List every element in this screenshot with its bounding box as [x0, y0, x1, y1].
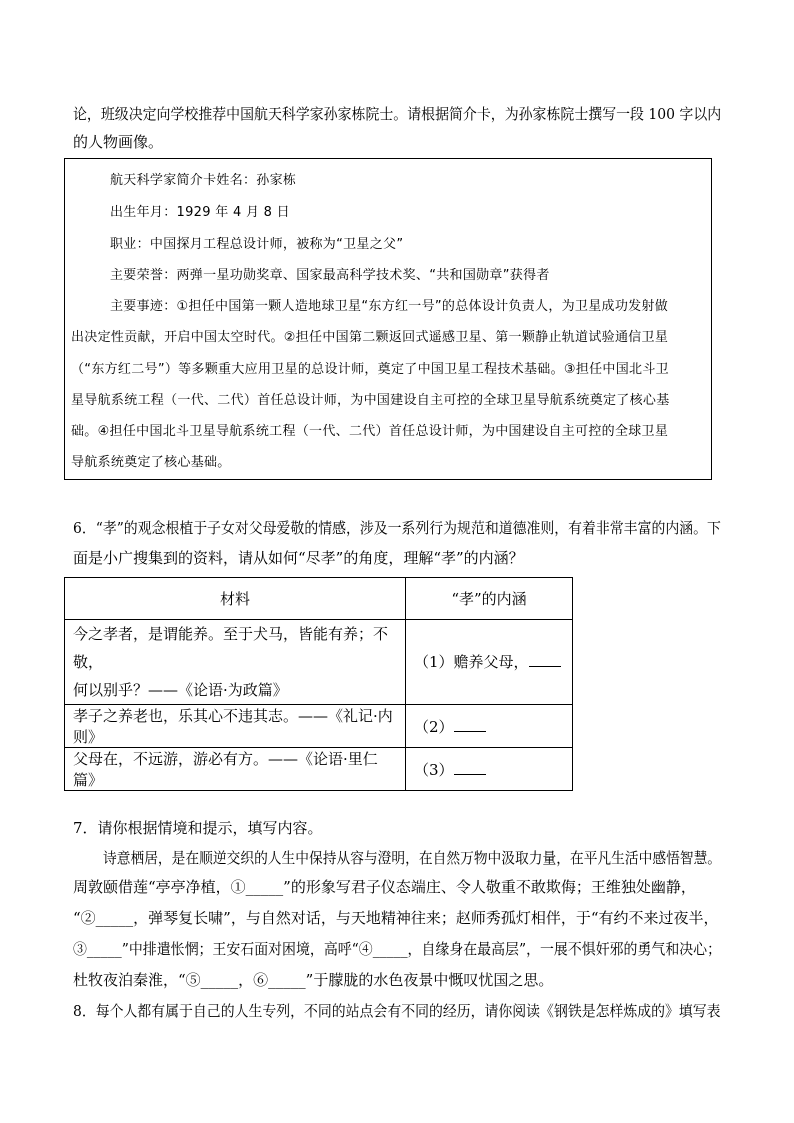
- answer-blank[interactable]: [454, 760, 486, 775]
- table-cell-meaning[interactable]: [406, 705, 573, 748]
- card-line: 导航系统奠定了核心基础。: [71, 455, 231, 470]
- table-cell-material: [65, 748, 406, 791]
- table-cell-meaning[interactable]: [406, 748, 573, 791]
- table-header-meaning: “孝”的内涵: [406, 578, 573, 620]
- meaning-text: （3）: [414, 760, 454, 779]
- table-header-row: [65, 578, 573, 620]
- material-text: 孝子之养老也，乐其心不违其志。——《礼记·内则》: [73, 707, 393, 746]
- q6-line-1: 6．“孝”的观念根植于子女对父母爱敬的情感，涉及一系列行为规范和道德准则，有着非常丰富的内涵。下: [73, 519, 721, 537]
- card-line: 出决定性贡献，开启中国太空时代。②担任中国第二颗返回式遥感卫星、第一颗静止轨道试验通信卫星: [71, 330, 669, 345]
- table-cell-material: [65, 705, 406, 748]
- q7-line-5: ③_____”中排遣怅惘；王安石面对困境，高呼“④_____，自缘身在最高层”，一展不惧奸邪的勇气和决心；: [73, 940, 722, 958]
- card-line: 础。④担任中国北斗卫星导航系统工程（一代、二代）首任总设计师，为中国建设自主可控的全球卫星: [71, 424, 669, 439]
- intro-line-1: 论，班级决定向学校推荐中国航天科学家孙家栋院士。请根据简介卡，为孙家栋院士撰写一段 100 字以内: [73, 105, 722, 123]
- q7-line-6: 杜牧夜泊秦淮，“⑤_____，⑥_____”于朦胧的水色夜景中慨叹忧国之思。: [73, 971, 554, 989]
- q8-line-1: 8．每个人都有属于自己的人生专列，不同的站点会有不同的经历，请你阅读《钢铁是怎样炼成的》填写表: [73, 1002, 721, 1020]
- material-text: 今之孝者，是谓能养。至于犬马，皆能有养；不敬，: [73, 625, 389, 671]
- table-row: [65, 620, 573, 705]
- table-row: [65, 748, 573, 791]
- filial-piety-table: [64, 577, 573, 791]
- q7-line-2: 诗意栖居，是在顺逆交织的人生中保持从容与澄明，在自然万物中汲取力量，在平凡生活中感悟智慧。: [103, 849, 722, 867]
- card-line: 出生年月：1929 年 4 月 8 日: [110, 205, 290, 220]
- card-line: 主要事迹：①担任中国第一颗人造地球卫星“东方红一号”的总体设计负责人，为卫星成功发射做: [110, 299, 669, 314]
- q7-line-3: 周敦颐借莲“亭亭净植，①_____”的形象写君子仪态端庄、令人敬重不敢欺侮；王维独处幽静，: [73, 878, 696, 896]
- meaning-text: （1）赡养父母，: [414, 653, 529, 671]
- q7-line-1: 7．请你根据情境和提示，填写内容。: [73, 819, 323, 837]
- intro-line-2: 的人物画像。: [73, 133, 164, 151]
- card-line: 职业：中国探月工程总设计师，被称为“卫星之父”: [110, 237, 404, 252]
- material-text: 父母在，不远游，游必有方。——《论语·里仁篇》: [73, 750, 378, 789]
- meaning-text: （2）: [414, 717, 454, 736]
- table-row: [65, 705, 573, 748]
- card-line: （“东方红二号”）等多颗重大应用卫星的总设计师，奠定了中国卫星工程技术基础。③担任中国北斗卫: [71, 362, 669, 377]
- q6-line-2: 面是小广搜集到的资料，请从如何“尽孝”的角度，理解“孝”的内涵？: [73, 549, 524, 567]
- card-line: 主要荣誉：两弹一星功勋奖章、国家最高科学技术奖、“共和国勋章”获得者: [110, 268, 550, 283]
- card-line: 航天科学家简介卡姓名：孙家栋: [110, 173, 297, 188]
- answer-blank[interactable]: [454, 717, 486, 732]
- material-text: 何以别乎？——《论语·为政篇》: [73, 681, 288, 699]
- answer-blank[interactable]: [529, 652, 561, 667]
- table-cell-meaning[interactable]: [406, 620, 573, 705]
- table-header-material: 材料: [65, 578, 406, 620]
- profile-card: [64, 158, 712, 480]
- q7-line-4: “②_____，弹琴复长啸”，与自然对话，与天地精神往来；赵师秀孤灯相伴，于“有约不来过夜半，: [73, 909, 719, 927]
- card-line: 星导航系统工程（一代、二代）首任总设计师，为中国建设自主可控的全球卫星导航系统奠定了核心基: [71, 393, 670, 408]
- table-cell-material: [65, 620, 406, 705]
